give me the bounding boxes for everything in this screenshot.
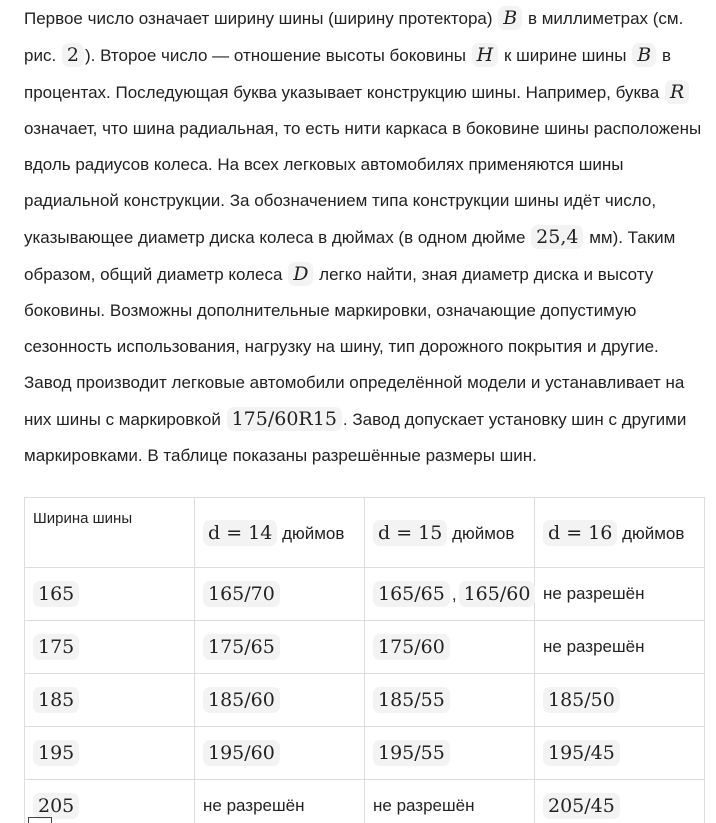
math-B: B	[498, 6, 522, 30]
unit-label: дюймов	[452, 523, 515, 543]
unit-label: дюймов	[622, 523, 685, 543]
math-B: B	[632, 43, 656, 67]
cell-width: 185	[25, 674, 195, 727]
cell-d15: 195/55	[365, 727, 535, 780]
math-d16: d = 16	[543, 520, 617, 546]
math-tire-marking: 175/60R15	[227, 407, 342, 431]
text-run: мм). Таким образом, общий диаметр колеса	[24, 228, 676, 284]
cell-d16: 185/50	[535, 674, 705, 727]
cell-d14: 165/70	[195, 568, 365, 621]
tire-sizes-table	[24, 497, 705, 823]
math-H: H	[472, 43, 499, 67]
cell-d16: не разрешён	[535, 568, 705, 621]
math-figure-number: 2	[62, 43, 84, 67]
partially-visible-box	[28, 817, 52, 823]
cell-width: 165	[25, 568, 195, 621]
cell-d16: 195/45	[535, 727, 705, 780]
math-d14: d = 14	[203, 520, 277, 546]
problem-text	[24, 0, 708, 474]
cell-d14: 195/60	[195, 727, 365, 780]
table-row	[25, 621, 705, 674]
table-row	[25, 727, 705, 780]
math-inch-mm: 25,4	[531, 225, 583, 249]
cell-d14: не разрешён	[195, 780, 365, 823]
cell-d16: не разрешён	[535, 621, 705, 674]
math-d15: d = 15	[373, 520, 447, 546]
text-run: . Завод допускает установку шин с другими маркировками. В таблице показаны разрешённые размеры шин.	[24, 410, 687, 465]
table-row	[25, 568, 705, 621]
text-run: в процентах. Последующая буква указывает конструкцию шины. Например, буква	[24, 46, 671, 102]
header-width: Ширина шины	[25, 498, 195, 568]
table-row	[25, 674, 705, 727]
header-d15	[365, 498, 535, 568]
unit-label: дюймов	[282, 523, 345, 543]
cell-d14: 185/60	[195, 674, 365, 727]
table-header-row	[25, 498, 705, 568]
text-run: в миллиметрах (см. рис.	[24, 9, 684, 65]
text-run: означает, что шина радиальная, то есть нити каркаса в боковине шины расположены вдоль радиусов колеса. На всех легковых автомобилях применяются шины радиальной конструкции. За обозначением типа конструкции шины идёт число, указывающее диаметр диска колеса в дюймах (в одном дюйме	[24, 119, 702, 247]
cell-width: 175	[25, 621, 195, 674]
cell-d16: 205/45	[535, 780, 705, 823]
cell-d14: 175/65	[195, 621, 365, 674]
header-d16	[535, 498, 705, 568]
cell-d15: 165/65 , 165/60	[365, 568, 535, 621]
header-d14	[195, 498, 365, 568]
text-run: легко найти, зная диаметр диска и высоту боковины. Возможны дополнительные маркировки, означающие допустимую сезонность использования, нагрузку на шину, тип дорожного покрытия и другие. Завод производит легковые автомобили определённой модели и устанавливает на них шины с маркировкой	[24, 265, 685, 429]
text-run: Первое число означает ширину шины (ширину протектора)	[24, 9, 493, 28]
text-run: к ширине шины	[503, 46, 627, 65]
text-run: ). Второе число — отношение высоты боковины	[85, 46, 466, 65]
cell-width: 205	[25, 780, 195, 823]
cell-d15: 175/60	[365, 621, 535, 674]
cell-d15: не разрешён	[365, 780, 535, 823]
math-R: R	[665, 80, 689, 104]
table-row	[25, 780, 705, 823]
problem-paragraph	[24, 0, 708, 474]
math-D: D	[288, 262, 313, 286]
cell-width: 195	[25, 727, 195, 780]
cell-d15: 185/55	[365, 674, 535, 727]
